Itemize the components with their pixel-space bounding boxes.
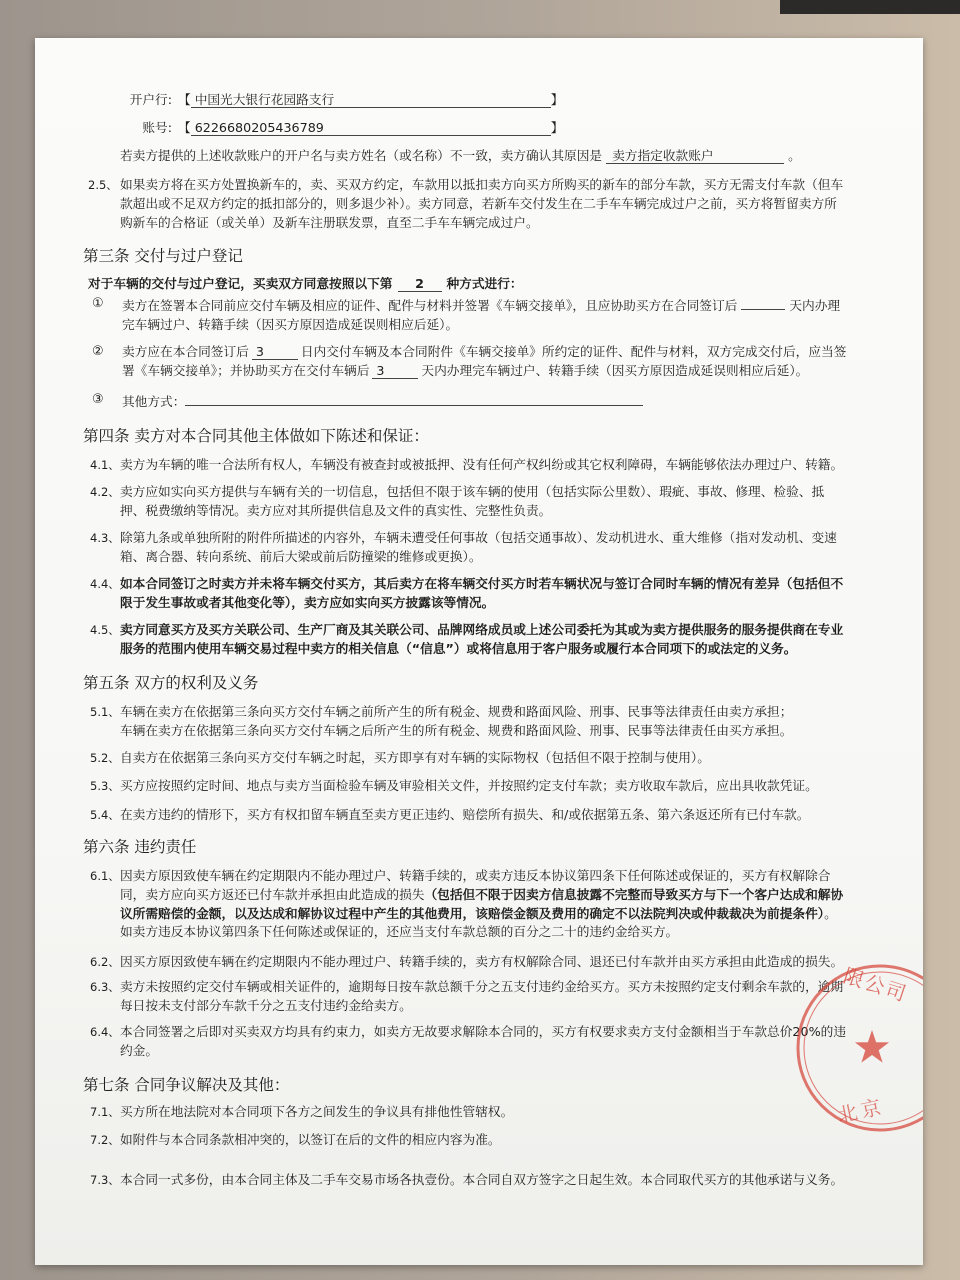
- bank-row: [120, 91, 563, 110]
- clause-text: [120, 867, 843, 942]
- contract-page: [35, 38, 923, 1265]
- clause-line: 车辆在卖方在依据第三条向买方交付车辆之前所产生的所有税金、规费和路面风险、刑事、民事等法律责任由卖方承担；: [120, 704, 793, 719]
- intro-before: 对于车辆的交付与过户登记，买卖双方同意按照以下第: [88, 276, 393, 291]
- clause-text: [120, 806, 809, 825]
- clause-line: 如本合同签订之时卖方并未将车辆交付买方，其后卖方在将车辆交付买方时若车辆状况与签订合同时车辆的情况有差异（包括但不: [120, 576, 844, 591]
- clause-line: 车辆在卖方在依据第三条向买方交付车辆之后所产生的所有税金、规费和路面风险、刑事、民事等法律责任由买方承担。: [120, 722, 793, 738]
- option-text-part: 天内办理完车辆过户、转籍手续（因买方原因造成延误则相应后延）。: [421, 362, 809, 378]
- clause-line: 每日按未支付部分车款千分之五支付违约金给卖方。: [120, 997, 412, 1013]
- seal-top-text: 限公司: [840, 963, 911, 1007]
- seal-bottom-text: 北京: [835, 1094, 888, 1128]
- account-mismatch-row: [120, 147, 801, 166]
- option-text-part: 卖方应在本合同签订后: [122, 344, 249, 359]
- clause-number: 4.4、: [90, 577, 120, 591]
- clause-line: 买方所在地法院对本合同项下各方之间发生的争议具有排他性管辖权。: [120, 1104, 514, 1119]
- clause-line: 如卖方违反本协议第四条下任何陈述或保证的，还应当支付车款总额的百分之二十的违约金给买方。: [120, 924, 679, 940]
- clause-line: 卖方同意买方及买方关联公司、生产厂商及其关联公司、品牌网络成员或上述公司委托为其或为卖方提供服务的服务提供商在专业: [120, 622, 844, 637]
- clause-number: 6.1、: [90, 869, 120, 883]
- clause-number: 6.2、: [90, 955, 120, 969]
- option-line: [122, 295, 840, 316]
- clause-number: 5.1、: [90, 705, 120, 719]
- clause-number: 7.2、: [90, 1133, 120, 1147]
- clause-number: 5.4、: [90, 808, 120, 822]
- bracket-close: 】: [550, 92, 564, 107]
- account-number-label: 账号:: [142, 120, 172, 135]
- clause-line: 本合同签署之后即对买卖双方均具有约束力，如卖方无故要求解除本合同的，买方有权要求卖方支付金额相当于车款总价20%的违: [120, 1024, 847, 1039]
- clause-number: 7.1、: [90, 1105, 120, 1119]
- clause-number: 2.5、: [88, 178, 118, 192]
- option-line: [122, 362, 846, 381]
- clause-line: 款超出或不足双方约定的抵扣部分的，则多退少补）。卖方同意，若新车交付发生在二手车车辆完成过户之前，买方将暂留卖方所: [120, 195, 837, 211]
- clause-line: 买方应按照约定时间、地点与卖方当面检验车辆及审验相关文件，并按照约定支付车款；卖方收取车款后，应出具收款凭证。: [120, 778, 818, 793]
- days-blank: [741, 295, 785, 310]
- option-line: [122, 343, 846, 362]
- bank-label: 开户行:: [129, 92, 172, 107]
- mismatch-end: 。: [788, 148, 801, 163]
- clause-line: 箱、离合器、转向系统、前后大梁或前后防撞梁的维修或更换）。: [120, 548, 482, 564]
- clause-text: [120, 1103, 513, 1122]
- clause-line: 因买方原因致使车辆在约定期限内不能办理过户、转籍手续的，卖方有权解除合同、退还已付车款并由买方承担由此造成的损失。: [120, 954, 844, 969]
- option-number: ②: [92, 344, 104, 359]
- clause-line: 如附件与本合同条款相冲突的，以签订在后的文件的相应内容为准。: [120, 1132, 501, 1147]
- clause-text-bold: （包括但不限于因卖方信息披露不完整而导致买方与下一个客户达成和解协: [424, 886, 844, 902]
- clause-text: [120, 703, 792, 741]
- clause-line: 约金。: [120, 1042, 159, 1058]
- clause-text: [120, 953, 843, 972]
- clause-line: 因卖方原因致使车辆在约定期限内不能办理过户、转籍手续的，或卖方违反本协议第四条下任何陈述或保证的，买方有权解除合: [120, 868, 831, 883]
- option-text: [122, 391, 643, 412]
- article-3-intro: [88, 275, 523, 294]
- desk-object: [780, 0, 960, 14]
- clause-number: 4.5、: [90, 623, 120, 637]
- clause-text: [120, 176, 843, 232]
- article-4-heading: 第四条 卖方对本合同其他主体做如下陈述和保证：: [83, 427, 429, 445]
- seal-star-icon: [855, 1030, 889, 1063]
- article-3-heading: 第三条 交付与过户登记: [83, 247, 243, 265]
- clause-number: 4.3、: [90, 531, 120, 545]
- clause-line: 购新车的合格证（或关单）及新车注册联发票，直至二手车车辆完成过户。: [120, 214, 539, 230]
- clause-line: 服务的范围内使用车辆交易过程中卖方的相关信息（“信息”）或将信息用于客户服务或履行本合同项下的或法定的义务。: [120, 640, 797, 656]
- clause-text: [120, 483, 824, 521]
- clause-text: [120, 1171, 843, 1190]
- option-number: ①: [92, 296, 104, 311]
- option-number: ③: [92, 392, 104, 407]
- mismatch-text: 若卖方提供的上述收款账户的开户名与卖方姓名（或名称）不一致，卖方确认其原因是: [120, 148, 603, 163]
- clause-text: [120, 749, 710, 768]
- option-text-part: 卖方在签署本合同前应交付车辆及相应的证件、配件与材料并签署《车辆交接单》，且应协助买方在合同签订后: [122, 298, 738, 313]
- clause-text-part: 同，卖方应向买方返还已付车款并承担由此造成的损失: [120, 886, 425, 902]
- clause-line: 在卖方违约的情形下，买方有权扣留车辆直至卖方更正违约、赔偿所有损失、和/或依据第五条、第六条返还所有已付车款。: [120, 807, 810, 822]
- clause-text: [120, 529, 837, 567]
- option-text-part: 日内交付车辆及本合同附件《车辆交接单》所约定的证件、配件与材料，双方完成交付后，应当签: [300, 344, 847, 359]
- clause-line: 限于发生事故或者其他变化等），卖方应如实向买方披露该等情况。: [120, 594, 495, 610]
- clause-text: [120, 621, 843, 659]
- clause-number: 4.2、: [90, 485, 120, 499]
- bracket-open: 【: [178, 92, 191, 107]
- clause-number: 4.1、: [90, 458, 120, 472]
- clause-number: 6.3、: [90, 980, 120, 994]
- option-text-part: 署《车辆交接单》；并协助买方在交付车辆后: [122, 362, 370, 378]
- clause-line: 卖方未按照约定交付车辆或相关证件的，逾期每日按车款总额千分之五支付违约金给买方。买方未按照约定支付剩余车款的，逾期: [120, 979, 844, 994]
- article-5-heading: 第五条 双方的权利及义务: [83, 674, 259, 692]
- option-line: 完车辆过户、转籍手续（因买方原因造成延误则相应后延）。: [122, 316, 459, 332]
- other-method-blank: [185, 391, 643, 406]
- bracket-close: 】: [550, 120, 564, 135]
- option-text: [122, 343, 846, 381]
- account-number-row: [120, 119, 563, 138]
- clause-text: [120, 978, 843, 1016]
- intro-after: 种方式进行：: [446, 276, 523, 291]
- clause-line: 卖方为车辆的唯一合法所有权人，车辆没有被查封或被抵押、没有任何产权纠纷或其它权利障碍，车辆能够依法办理过户、转籍。: [120, 457, 844, 472]
- mismatch-reason: 卖方指定收款账户: [606, 148, 784, 164]
- clause-line: [120, 886, 843, 905]
- clause-text-part: 。: [824, 905, 837, 921]
- clause-line: 本合同一式多份，由本合同主体及二手车交易市场各执壹份。本合同自双方签字之日起生效。本合同取代买方的其他承诺与义务。: [120, 1172, 844, 1187]
- clause-text: [120, 1131, 501, 1150]
- clause-text: [120, 1023, 846, 1061]
- clause-number: 5.3、: [90, 779, 120, 793]
- clause-line: 卖方应如实向买方提供与车辆有关的一切信息，包括但不限于该车辆的使用（包括实际公里数）、瑕疵、事故、修理、检验、抵: [120, 484, 825, 499]
- clause-text-bold: 议所需赔偿的金额，以及达成和解协议过程中产生的其他费用，该赔偿金额及费用的确定不以法院判决或仲裁裁决为前提条件）: [120, 905, 825, 921]
- bracket-open: 【: [178, 120, 191, 135]
- account-number-value: 6226680205436789: [191, 120, 551, 136]
- days-value: 3: [252, 344, 298, 360]
- days-value: 3: [372, 363, 418, 379]
- intro-choice: 2: [398, 276, 442, 292]
- bank-value: 中国光大银行花园路支行: [191, 92, 551, 108]
- clause-line: 如果卖方将在买方处置换新车的，卖、买双方约定，车款用以抵扣卖方向买方所购买的新车的部分车款，买方无需支付车款（但车: [120, 177, 844, 192]
- clause-line: 除第九条或单独所附的附件所描述的内容外，车辆未遭受任何事故（包括交通事故）、发动机进水、重大维修（指对发动机、变速: [120, 530, 837, 545]
- clause-text: [120, 456, 843, 475]
- clause-text: [120, 575, 843, 613]
- clause-line: 自卖方在依据第三条向买方交付车辆之时起，买方即享有对车辆的实际物权（包括但不限于控制与使用）。: [120, 750, 710, 765]
- clause-number: 5.2、: [90, 751, 120, 765]
- clause-number: 7.3、: [90, 1173, 120, 1187]
- clause-number: 6.4、: [90, 1025, 120, 1039]
- clause-text: [120, 777, 818, 796]
- article-6-heading: 第六条 违约责任: [83, 838, 197, 856]
- clause-line: [120, 905, 843, 924]
- option-text-part: 天内办理: [789, 298, 841, 313]
- article-7-heading: 第七条 合同争议解决及其他：: [83, 1076, 290, 1094]
- company-seal: [775, 938, 923, 1158]
- option-text: [122, 295, 840, 335]
- clause-line: 押、税费缴纳等情况。卖方应对其所提供信息及文件的真实性、完整性负责。: [120, 502, 552, 518]
- option-label: 其他方式：: [122, 394, 186, 409]
